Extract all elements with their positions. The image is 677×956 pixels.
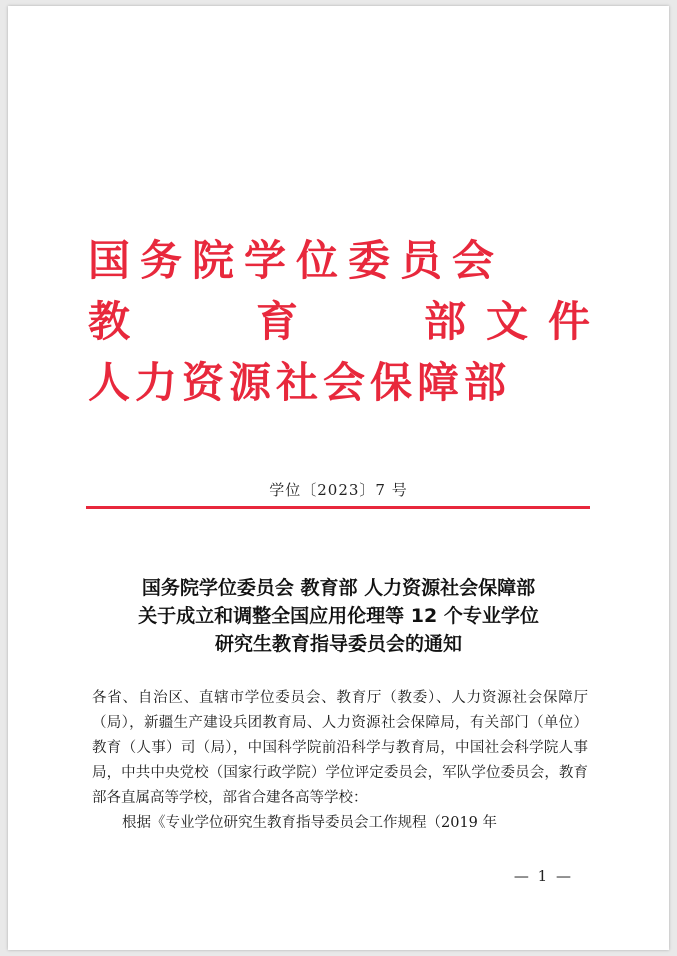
red-divider-line (86, 506, 590, 509)
issuer-line-2-char: 育 (256, 297, 299, 346)
document-body (92, 686, 588, 836)
issuer-line-2-char: 文 (486, 297, 529, 346)
issuer-line-2-char: 件 (548, 297, 591, 346)
page-number: — 1 — (513, 867, 573, 885)
issuer-line-2-char: 部 (424, 297, 467, 346)
title-line-1: 国务院学位委员会 教育部 人力资源社会保障部 (141, 577, 536, 599)
body-paragraph-1: 根据《专业学位研究生教育指导委员会工作规程（2019 年 (122, 815, 498, 831)
issuer-line-1: 国务院学位委员会 (88, 236, 505, 285)
title-line-2: 关于成立和调整全国应用伦理等 12 个专业学位 (138, 605, 539, 627)
document-number: 学位〔2023〕7 号 (269, 481, 408, 499)
issuer-line-2-char: 教 (88, 297, 131, 346)
issuer-line-3: 人力资源社会保障部 (88, 358, 512, 407)
document-page (8, 6, 669, 950)
title-line-3: 研究生教育指导委员会的通知 (214, 633, 462, 655)
document-title (8, 574, 669, 658)
recipients-paragraph: 各省、自治区、直辖市学位委员会、教育厅（教委）、人力资源社会保障厅（局），新疆生产建设兵团教育局、人力资源社会保障局，有关部门（单位）教育（人事）司（局），中国科学院前沿科学与教育局，中国社会科学院人事局，中共中央党校（国家行政学院）学位评定委员会，军队学位委员会，教育部各直属高等学校，部省合建各高等学校： (92, 690, 588, 806)
